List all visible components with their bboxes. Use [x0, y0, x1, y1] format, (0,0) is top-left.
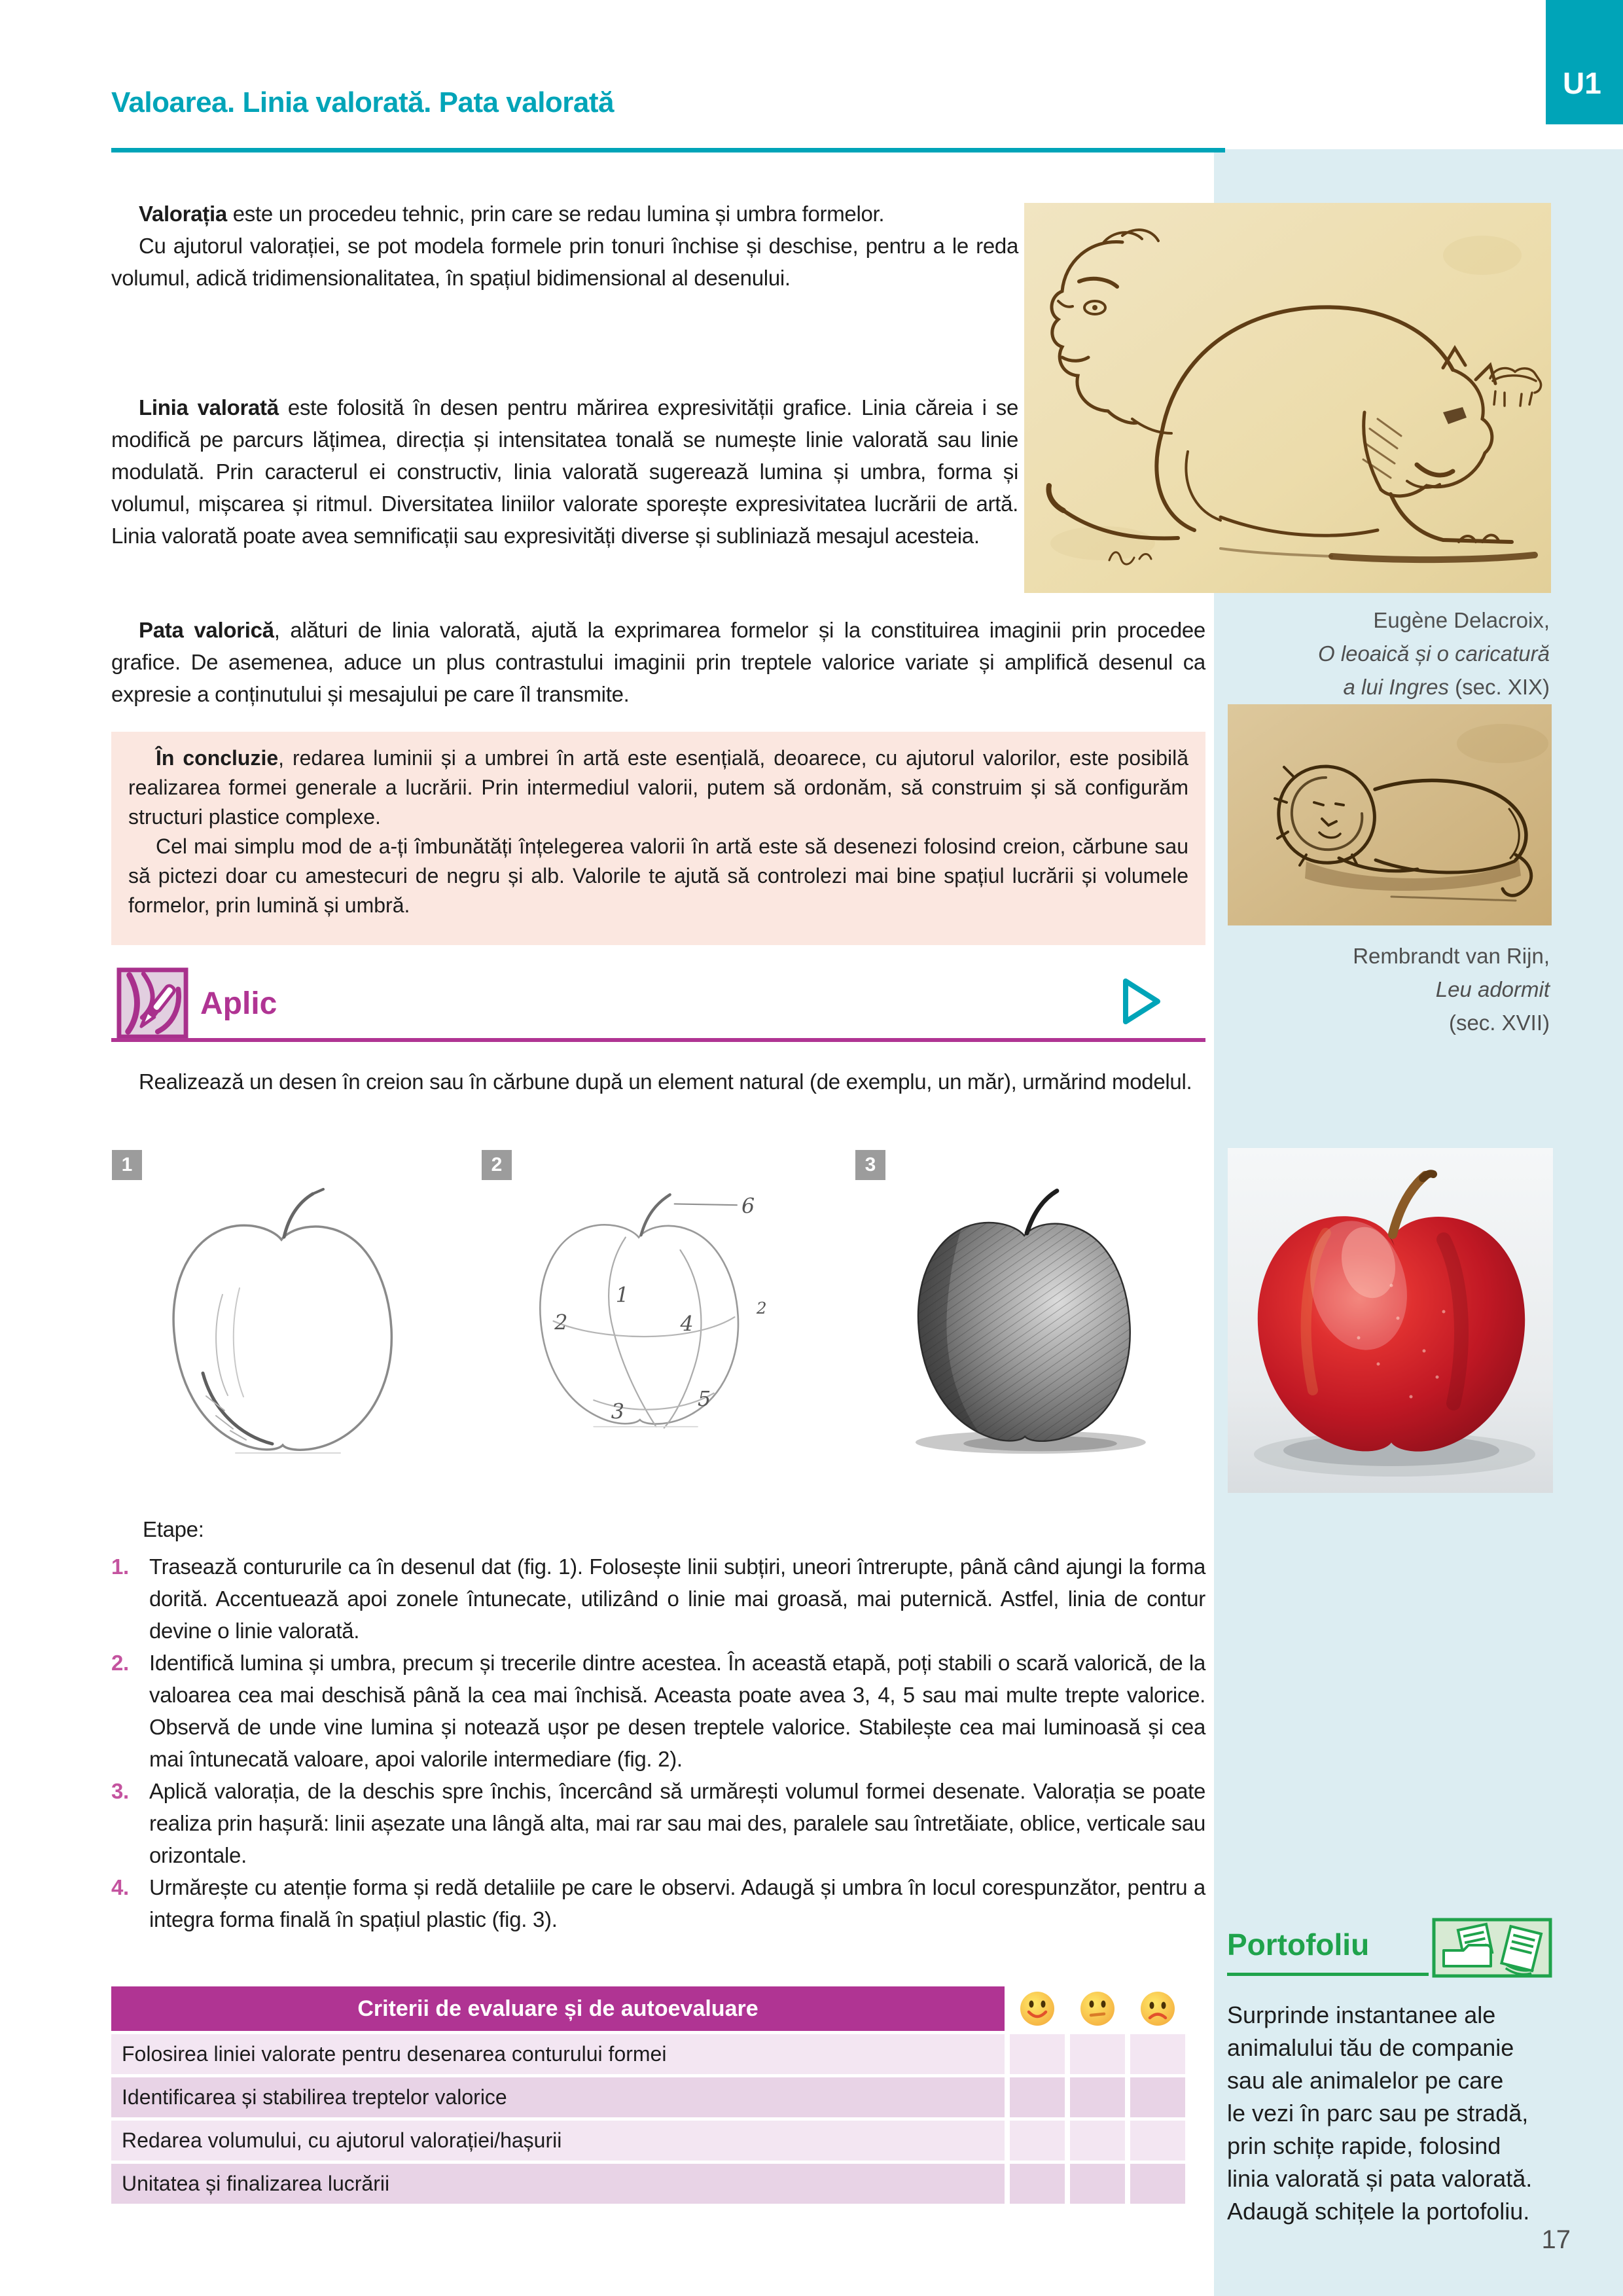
sad-face-icon — [1139, 1990, 1176, 2027]
figure-3-chip: 3 — [855, 1150, 885, 1180]
caption-line: (sec. XVII) — [1448, 1011, 1550, 1035]
red-apple-photo — [1228, 1148, 1553, 1493]
rating-cell — [1130, 2121, 1185, 2161]
caption-line: O leoaică și o caricatură — [1318, 641, 1550, 666]
portfolio-text — [1227, 1999, 1603, 2228]
zone-label: 2 — [554, 1311, 568, 1335]
apple-sketch-shaded — [880, 1177, 1175, 1458]
unit-badge-label: U1 — [1563, 66, 1601, 100]
step-number: 2. — [111, 1651, 129, 1675]
intro-paragraphs — [111, 198, 1018, 294]
rating-cell — [1010, 2034, 1065, 2074]
page-title: Valoarea. Linia valorată. Pata valorată — [111, 86, 615, 118]
aplic-heading: Aplic — [200, 986, 277, 1021]
portfolio-text-line: linia valorată și pata valorată. — [1227, 2165, 1533, 2192]
criterion-label: Redarea volumului, cu ajutorul valorației/hașurii — [111, 2121, 1005, 2161]
zone-label: 5 — [697, 1388, 711, 1412]
happy-face-icon — [1019, 1990, 1056, 2027]
criterion-label: Identificarea și stabilirea treptelor valorice — [111, 2077, 1005, 2117]
aplic-rule — [111, 1038, 1205, 1042]
rating-cell — [1130, 2164, 1185, 2204]
evaluation-table-header — [111, 1986, 1188, 2031]
evaluation-table-title: Criterii de evaluare și de autoevaluare — [111, 1986, 1005, 2031]
portfolio-heading: Portofoliu — [1227, 1928, 1370, 1962]
caption-delacroix — [1230, 603, 1550, 704]
rating-cell — [1070, 2034, 1125, 2074]
rating-cell — [1010, 2077, 1065, 2117]
zone-label: 4 — [680, 1312, 694, 1336]
table-row — [111, 2077, 1188, 2117]
steps-heading: Etape: — [143, 1517, 204, 1541]
step-item-1: 1. Trasează contururile ca în desenul dat (fig. 1). Folosește linii subțiri, uneori întrerupte, până când ajungi la forma dorită. Accentuează apoi zonele întunecate, utilizând o linie mai groasă, mai puternică. Astfel, linia de contur devine o linie valorată. — [111, 1551, 1205, 1647]
conclusion-paragraph-2: Cel mai simplu mod de a-ți îmbunătăți înțelegerea valorii în artă este să desenezi folosind creion, cărbune sau să pictezi doar cu amestecuri de negru și alb. Valorile te ajută să controlezi mai bine spațiul lucrării și volumele formelor, prin lumină și umbră. — [128, 834, 1188, 917]
rating-cell — [1130, 2034, 1185, 2074]
task-paragraph: Realizează un desen în creion sau în cărbune după un element natural (de exemplu, un măr), urmărind modelul. — [139, 1069, 1192, 1094]
step-item-2: 2. Identifică lumina și umbra, precum și trecerile dintre acestea. În această etapă, poți stabili o scară valorică, de la valoarea cea mai deschisă până la cea mai închisă. Aceasta poate avea 3, 4, 5 sau mai multe trepte valorice. Observă de unde vine lumina și notează ușor pe desen treptele valorice. Stabilește cea mai luminoasă și cea mai întunecată valoare, apoi valorile intermediare (fig. 2). — [111, 1647, 1205, 1775]
rating-cell — [1010, 2164, 1065, 2204]
rembrandt-lion-drawing — [1228, 704, 1552, 925]
zone-label: 1 — [615, 1283, 629, 1308]
delacroix-lioness-drawing — [1024, 203, 1551, 593]
paragraph-linia-valorata: Linia valorată este folosită în desen pentru mărirea expresivității grafice. Linia căreia i se modifică pe parcurs lățimea, direcția și intensitatea tonală se numește linie valorată sau linie modulată. Prin caracterul ei constructiv, linia valorată sugerează lumina și umbra, forma și volumul, mișcarea și ritmul. Diversitatea liniilor valorate sporește expresivitatea lucrării de artă. Linia valorată poate avea semnificații sau expresivități diverse și subliniază mesajul acesteia. — [111, 395, 1018, 548]
caption-line: Rembrandt van Rijn, — [1353, 944, 1550, 968]
table-row — [111, 2164, 1188, 2204]
paragraph-valoratia: Valorația este un procedeu tehnic, prin care se redau lumina și umbra formelor. — [139, 202, 885, 226]
paragraph-cu-ajutorul: Cu ajutorul valorației, se pot modela formele prin tonuri închise și deschise, pentru a le reda volumul, adică tridimensionalitatea, în spațiul bidimensional al desenului. — [111, 234, 1018, 290]
paintbrush-icon — [116, 967, 188, 1039]
zone-label: 3 — [611, 1400, 624, 1424]
criterion-label: Unitatea și finalizarea lucrării — [111, 2164, 1005, 2204]
apple-sketch-contour — [141, 1177, 422, 1458]
portfolio-text-line: animalului tău de companie — [1227, 2034, 1514, 2061]
portfolio-rule — [1227, 1973, 1429, 1976]
step-item-4: 4. Urmărește cu atenție forma și redă detaliile pe care le observi. Adaugă și umbra în locul corespunzător, pentru a integra forma finală în spațiul plastic (fig. 3). — [111, 1871, 1205, 1935]
apple-sketch-value-zones — [507, 1164, 776, 1458]
step-item-3: 3. Aplică valorația, de la deschis spre închis, încercând să urmărești volumul formei desenate. Valorația se poate realiza prin hașură: linii așezate una lângă alta, mai rar sau mai des, paralele sau întretăiate, oblice, verticale sau orizontale. — [111, 1775, 1205, 1871]
portfolio-folder-icon — [1432, 1918, 1552, 1978]
figure-1-chip: 1 — [112, 1150, 142, 1180]
evaluation-table — [111, 1986, 1188, 2204]
portfolio-text-line: prin schițe rapide, folosind — [1227, 2132, 1501, 2159]
caption-line: Leu adormit — [1435, 977, 1550, 1001]
zone-label: 2 — [756, 1298, 767, 1318]
caption-line: a lui Ingres (sec. XIX) — [1343, 675, 1550, 699]
neutral-face-icon — [1079, 1990, 1116, 2027]
step-number: 4. — [111, 1875, 129, 1899]
portfolio-text-line: Adaugă schițele la portofoliu. — [1227, 2198, 1530, 2225]
rating-cell — [1070, 2121, 1125, 2161]
portfolio-text-line: sau ale animalelor pe care — [1227, 2067, 1504, 2094]
step-number: 1. — [111, 1554, 129, 1579]
portfolio-text-line: Surprinde instantanee ale — [1227, 2001, 1496, 2028]
paragraph-pata-valorica: Pata valorică, alături de linia valorată, ajută la exprimarea formelor și la constituirea imaginii prin procedee grafice. De asemenea, aduce un plus contrastului imaginii prin treptele valorice variate și amplifică desenul ca expresie a conținutului și mesajului pe care îl transmite. — [111, 618, 1205, 706]
portfolio-text-line: le vezi în parc sau pe stradă, — [1227, 2100, 1529, 2126]
table-row — [111, 2121, 1188, 2161]
caption-line: Eugène Delacroix, — [1373, 608, 1550, 632]
rating-cell — [1130, 2077, 1185, 2117]
caption-rembrandt — [1230, 939, 1550, 1039]
figure-2-chip: 2 — [482, 1150, 512, 1180]
play-icon[interactable] — [1120, 977, 1164, 1026]
conclusion-box — [111, 732, 1205, 945]
unit-badge — [1546, 0, 1623, 124]
page-number: 17 — [1541, 2225, 1571, 2254]
rating-cell — [1070, 2164, 1125, 2204]
zone-label: 6 — [741, 1194, 755, 1219]
rating-column-neutral — [1070, 1986, 1125, 2031]
table-row — [111, 2034, 1188, 2074]
conclusion-paragraph-1: În concluzie, redarea luminii și a umbrei în artă este esențială, deoarece, cu ajutorul valorilor, este posibilă realizarea formei generale a lucrării. Prin intermediul valorii, putem să ordonăm, să construim și să configurăm structuri plastice complexe. — [128, 746, 1189, 829]
step-number: 3. — [111, 1779, 129, 1803]
rating-cell — [1010, 2121, 1065, 2161]
rating-column-sad — [1130, 1986, 1185, 2031]
steps-section — [111, 1513, 1205, 1935]
header-rule — [111, 148, 1225, 152]
criterion-label: Folosirea liniei valorate pentru desenarea conturului formei — [111, 2034, 1005, 2074]
rating-column-happy — [1010, 1986, 1065, 2031]
rating-cell — [1070, 2077, 1125, 2117]
